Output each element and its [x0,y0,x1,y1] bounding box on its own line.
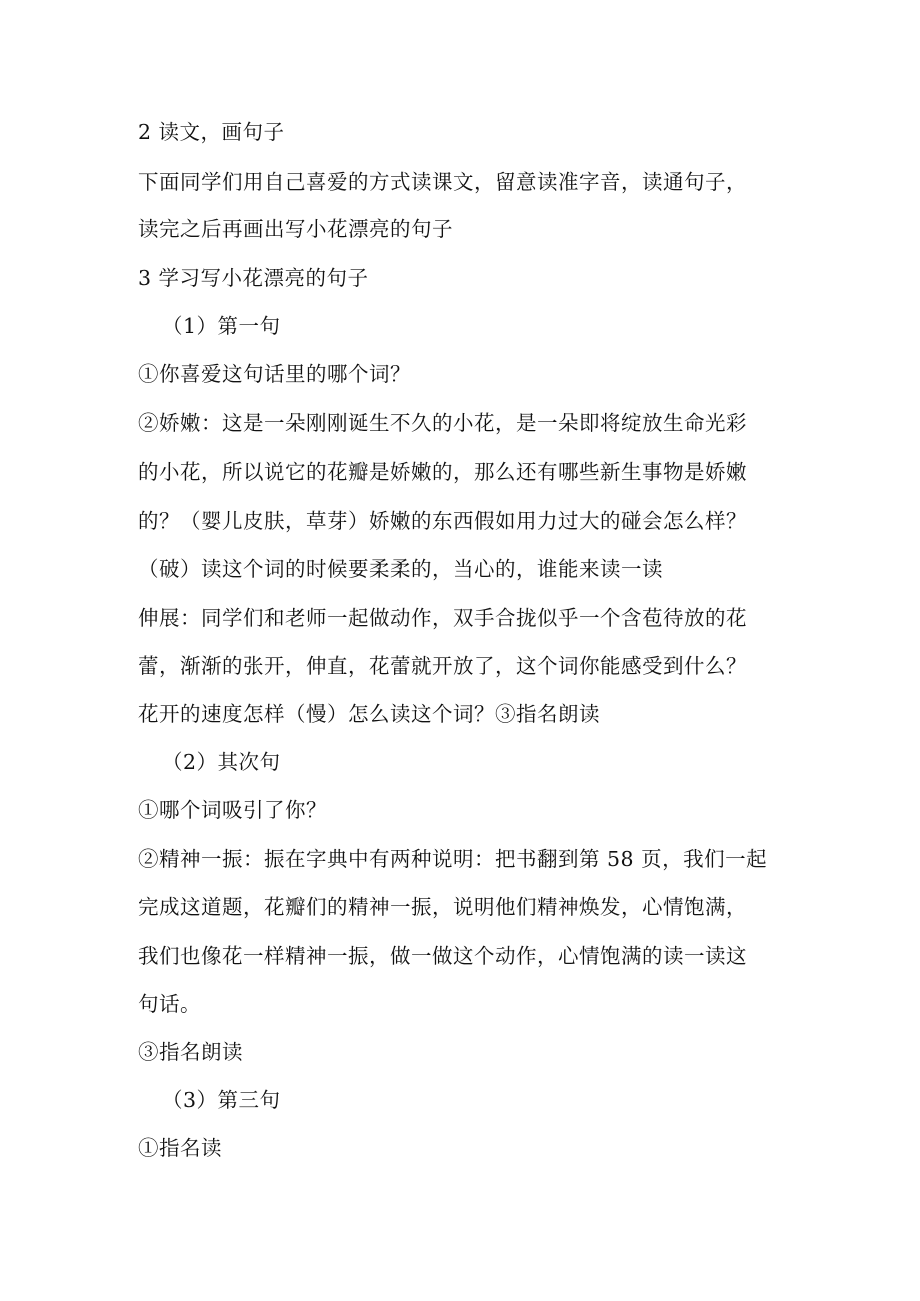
subsection-heading-3: （3）第三句 [162,1088,281,1112]
paragraph-line: 的小花，所以说它的花瓣是娇嫩的，那么还有哪些新生事物是娇嫩 [138,460,747,484]
paragraph-line: ②娇嫩：这是一朵刚刚诞生不久的小花，是一朵即将绽放生命光彩 [138,411,747,435]
paragraph-line: （破）读这个词的时候要柔柔的，当心的，谁能来读一读 [138,557,663,581]
paragraph-line: ②精神一振：振在字典中有两种说明：把书翻到第 58 页，我们一起 [138,847,768,871]
subsection-heading-2: （2）其次句 [162,750,281,774]
paragraph-line: 句话。 [138,992,201,1016]
subsection-heading-1: （1）第一句 [162,314,281,338]
paragraph-line: ③指名朗读 [138,1040,243,1064]
paragraph-line: 蕾，渐渐的张开，伸直，花蕾就开放了，这个词你能感受到什么？ [138,654,747,678]
paragraph-line: 完成这道题，花瓣们的精神一振，说明他们精神焕发，心情饱满， [138,895,747,919]
paragraph-line: 我们也像花一样精神一振，做一做这个动作，心情饱满的读一读这 [138,944,747,968]
paragraph-line: 的？（婴儿皮肤，草芽）娇嫩的东西假如用力过大的碰会怎么样？ [138,509,747,533]
paragraph-line: 伸展：同学们和老师一起做动作，双手合拢似乎一个含苞待放的花 [138,606,747,630]
paragraph-line: 花开的速度怎样（慢）怎么读这个词？③指名朗读 [138,702,600,726]
section-heading-2: 2 读文，画句子 [138,120,285,144]
paragraph-line: ①你喜爱这句话里的哪个词？ [138,362,411,386]
section-heading-3: 3 学习写小花漂亮的句子 [138,266,369,290]
paragraph-line: ①指名读 [138,1136,222,1160]
paragraph-line: 读完之后再画出写小花漂亮的句子 [138,217,453,241]
paragraph-line: 下面同学们用自己喜爱的方式读课文，留意读准字音，读通句子， [138,170,747,194]
paragraph-line: ①哪个词吸引了你？ [138,798,327,822]
